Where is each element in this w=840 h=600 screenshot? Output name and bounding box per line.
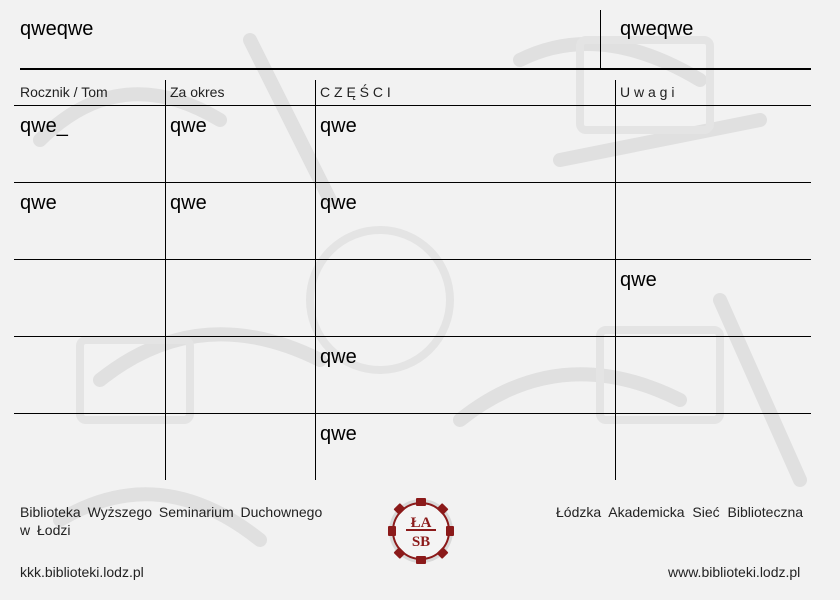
- table-cell: qwe: [170, 192, 207, 214]
- card-title-left: qweqwe: [20, 18, 94, 40]
- library-name-line2: w Łodzi: [20, 522, 71, 538]
- title-rule: [20, 68, 811, 70]
- url-right[interactable]: www.biblioteki.lodz.pl: [668, 564, 801, 580]
- table-cell: qwe_: [20, 115, 68, 137]
- network-name: Łódzka Akademicka Sieć Biblioteczna: [556, 504, 804, 520]
- logo-text-top: ŁA: [410, 515, 432, 531]
- grid-vline-1: [165, 80, 166, 480]
- table-cell: qwe: [320, 192, 357, 214]
- card-title-right: qweqwe: [620, 18, 694, 40]
- grid-hline-1: [14, 182, 811, 183]
- grid-vline-3: [615, 80, 616, 480]
- grid-hline-3: [14, 336, 811, 337]
- column-header-uwagi: U w a g i: [620, 84, 675, 100]
- logo-text-bottom: SB: [411, 534, 431, 550]
- table-cell: qwe: [620, 269, 657, 291]
- lasb-logo: [386, 496, 456, 566]
- grid-hline-4: [14, 413, 811, 414]
- grid-hline-header: [14, 105, 811, 106]
- table-cell: qwe: [20, 192, 57, 214]
- table-cell: qwe: [320, 346, 357, 368]
- title-divider: [600, 10, 601, 68]
- library-name-line1: Biblioteka Wyższego Seminarium Duchownego: [20, 504, 323, 520]
- table-cell: qwe: [320, 115, 357, 137]
- column-header-za-okres: Za okres: [170, 84, 225, 100]
- column-header-rocznik: Rocznik / Tom: [20, 84, 108, 100]
- grid-hline-2: [14, 259, 811, 260]
- url-left[interactable]: kkk.biblioteki.lodz.pl: [20, 564, 144, 580]
- table-cell: qwe: [320, 423, 357, 445]
- table-cell: qwe: [170, 115, 207, 137]
- column-header-czesci: C Z Ę Ś C I: [320, 84, 391, 100]
- grid-vline-2: [315, 80, 316, 480]
